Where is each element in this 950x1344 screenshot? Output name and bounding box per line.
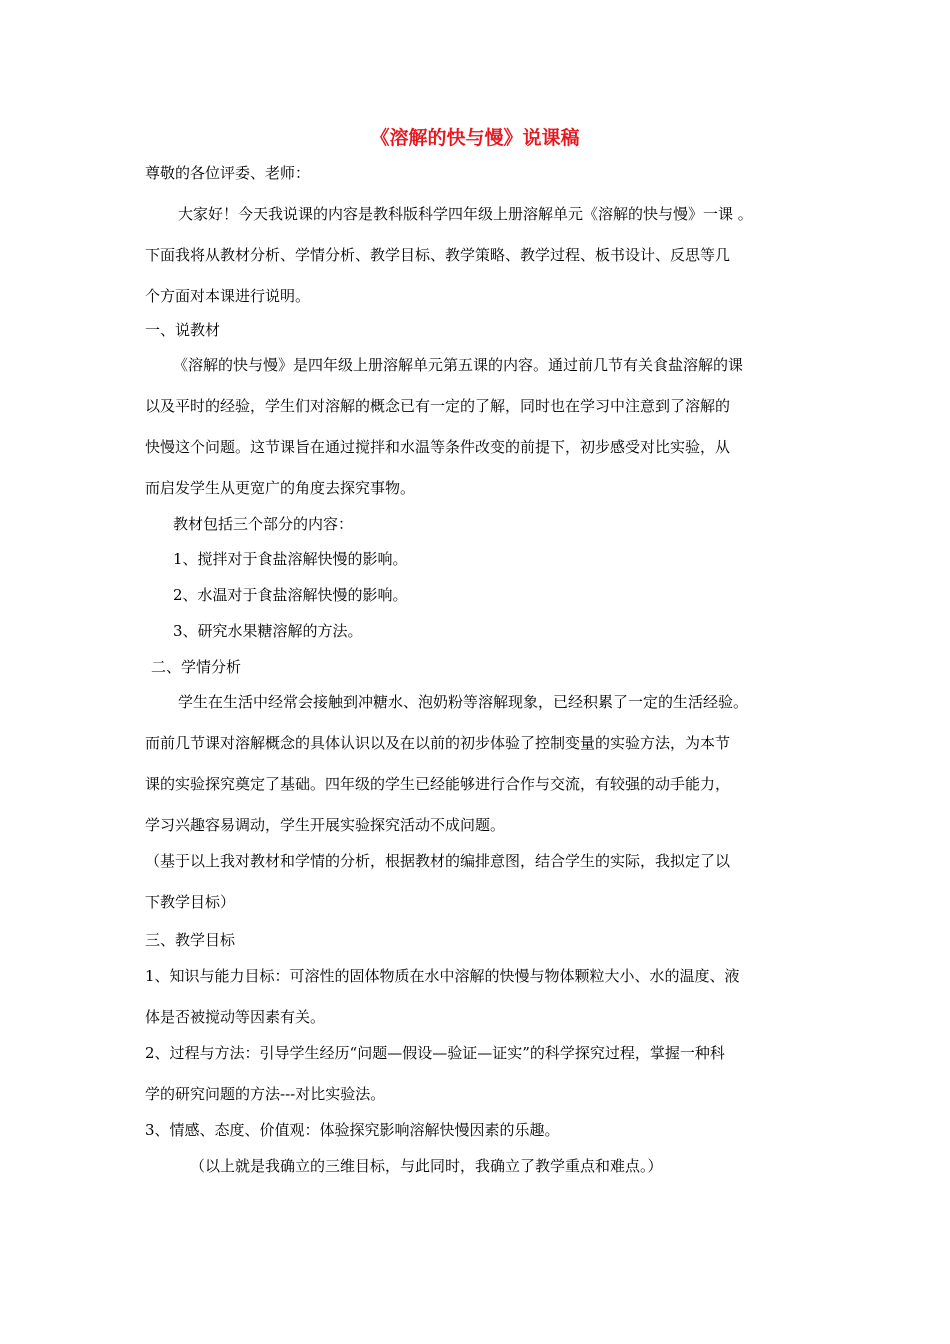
paragraph-line: 2、过程与方法：引导学生经历“问题—假设—验证—证实”的科学探究过程，掌握一种科 xyxy=(145,1044,725,1062)
paragraph-line: 大家好！今天我说课的内容是教科版科学四年级上册溶解单元《溶解的快与慢》一课 。 xyxy=(178,205,753,223)
paragraph-line: 下教学目标） xyxy=(145,893,236,911)
paragraph-line: 快慢这个问题。这节课旨在通过搅拌和水温等条件改变的前提下，初步感受对比实验，从 xyxy=(145,438,731,456)
list-item: 3、研究水果糖溶解的方法。 xyxy=(173,622,363,640)
paragraph-line: 体是否被搅动等因素有关。 xyxy=(145,1008,326,1026)
paragraph-line: 以及平时的经验，学生们对溶解的概念已有一定的了解，同时也在学习中注意到了溶解的 xyxy=(145,397,731,415)
paragraph-line: 个方面对本课进行说明。 xyxy=(145,287,311,305)
paragraph-line: 1、知识与能力目标：可溶性的固体物质在水中溶解的快慢与物体颗粒大小、水的温度、液 xyxy=(145,967,740,985)
paragraph-line: 而前几节课对溶解概念的具体认识以及在以前的初步体验了控制变量的实验方法，为本节 xyxy=(145,734,731,752)
paragraph-line: 3、情感、态度、价值观：体验探究影响溶解快慢因素的乐趣。 xyxy=(145,1121,560,1139)
paragraph-line: （以上就是我确立的三维目标，与此同时，我确立了教学重点和难点。） xyxy=(190,1157,663,1175)
paragraph-line: 课的实验探究奠定了基础。四年级的学生已经能够进行合作与交流，有较强的动手能力， xyxy=(145,775,731,793)
paragraph-line: （基于以上我对教材和学情的分析，根据教材的编排意图，结合学生的实际，我拟定了以 xyxy=(145,852,731,870)
paragraph-line: 学生在生活中经常会接触到冲糖水、泡奶粉等溶解现象，已经积累了一定的生活经验。 xyxy=(178,693,749,711)
paragraph-line: 学习兴趣容易调动，学生开展实验探究活动不成问题。 xyxy=(145,816,506,834)
paragraph-line: 《溶解的快与慢》是四年级上册溶解单元第五课的内容。通过前几节有关食盐溶解的课 xyxy=(173,356,744,374)
list-item: 1、搅拌对于食盐溶解快慢的影响。 xyxy=(173,550,408,568)
paragraph-line: 而启发学生从更宽广的角度去探究事物。 xyxy=(145,479,416,497)
document-title: 《溶解的快与慢》说课稿 xyxy=(370,127,580,149)
list-item: 2、水温对于食盐溶解快慢的影响。 xyxy=(173,586,408,604)
section-heading: 一、说教材 xyxy=(145,321,221,339)
section-heading: 二、学情分析 xyxy=(151,658,242,676)
paragraph-line: 下面我将从教材分析、学情分析、教学目标、教学策略、教学过程、板书设计、反思等几 xyxy=(145,246,731,264)
paragraph-line: 教材包括三个部分的内容： xyxy=(173,515,354,533)
paragraph-line: 学的研究问题的方法---对比实验法。 xyxy=(145,1085,386,1103)
paragraph-line: 尊敬的各位评委、老师： xyxy=(145,164,311,182)
section-heading: 三、教学目标 xyxy=(145,931,236,949)
